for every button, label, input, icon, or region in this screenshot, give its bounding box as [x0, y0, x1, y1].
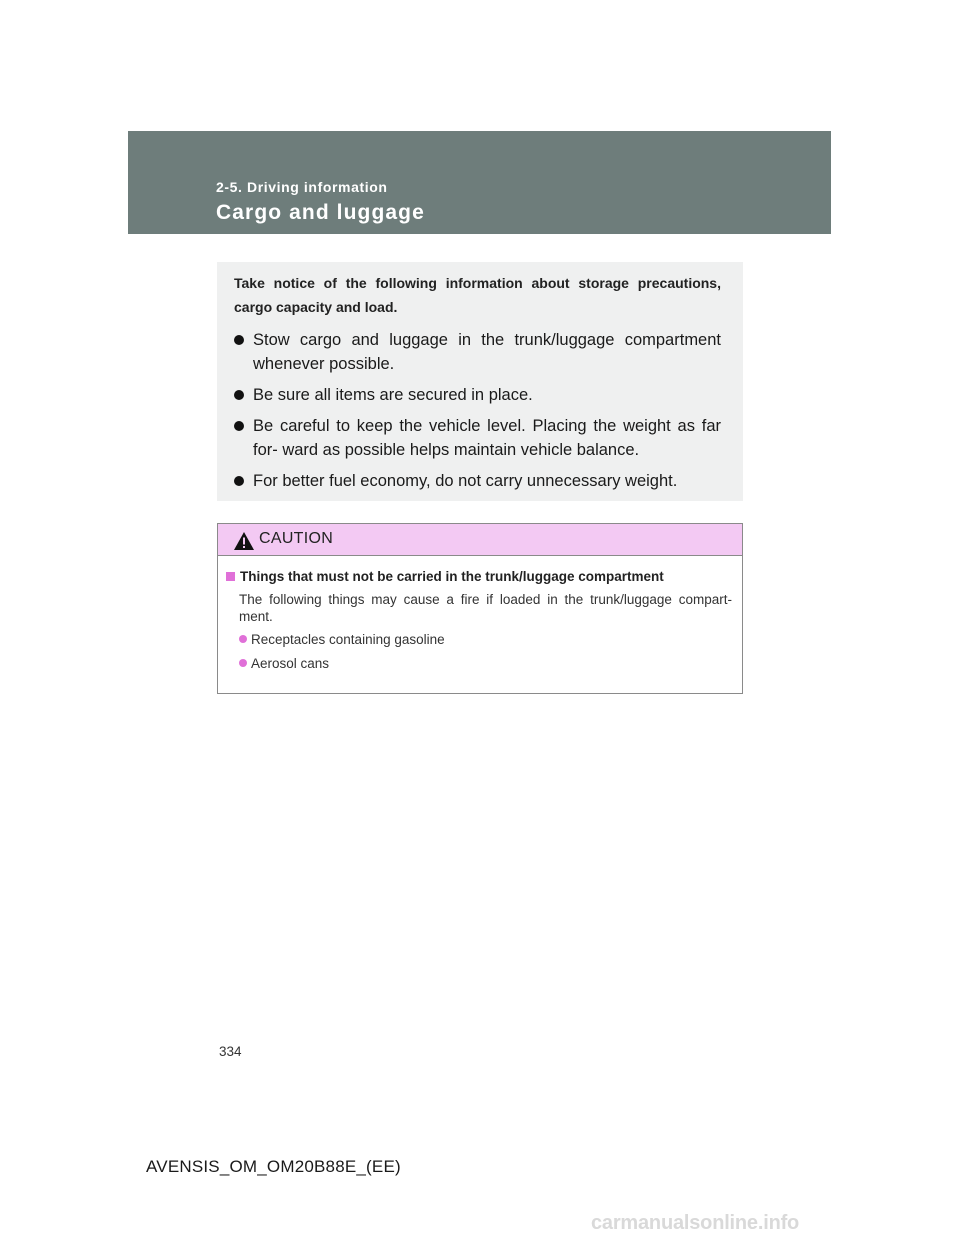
list-item	[239, 655, 732, 672]
bullet-dot-icon	[234, 421, 244, 431]
page-title: Cargo and luggage	[216, 201, 425, 224]
header-band	[128, 131, 831, 234]
list-item	[234, 383, 721, 407]
info-box	[217, 262, 743, 501]
bullet-dot-icon	[234, 390, 244, 400]
caution-header	[218, 524, 742, 556]
bullet-dot-icon	[239, 659, 247, 667]
list-item	[234, 328, 721, 376]
caution-label: CAUTION	[259, 530, 334, 547]
caution-item-title	[226, 568, 732, 585]
caution-text: The following things may cause a fire if loaded in the trunk/luggage compart- ment.	[239, 592, 732, 624]
bullet-dot-icon	[234, 476, 244, 486]
bullet-text: Be careful to keep the vehicle level. Placing the weight as far for- ward as possible helps maintain vehicle balance.	[253, 417, 721, 459]
bullet-text: Be sure all items are secured in place.	[253, 386, 533, 404]
caution-list-text: Receptacles containing gasoline	[251, 632, 445, 647]
caution-box	[217, 523, 743, 694]
warning-triangle-icon	[233, 531, 255, 551]
caution-list-text: Aerosol cans	[251, 656, 330, 671]
list-item	[239, 631, 732, 648]
caution-item-title-text: Things that must not be carried in the trunk/luggage compartment	[240, 569, 664, 584]
bullet-dot-icon	[239, 635, 247, 643]
page-number: 334	[219, 1044, 242, 1059]
info-bullet-list	[234, 328, 721, 493]
bullet-dot-icon	[234, 335, 244, 345]
list-item	[234, 414, 721, 462]
list-item	[234, 469, 721, 493]
info-intro: Take notice of the following information about storage precautions, cargo capacity and load.	[234, 275, 721, 315]
watermark: carmanualsonline.info	[591, 1212, 800, 1234]
square-bullet-icon	[226, 572, 235, 581]
document-code: AVENSIS_OM_OM20B88E_(EE)	[146, 1157, 401, 1176]
bullet-text: Stow cargo and luggage in the trunk/luggage compartment whenever possible.	[253, 331, 721, 373]
caution-body	[218, 556, 742, 672]
bullet-text: For better fuel economy, do not carry unnecessary weight.	[253, 472, 678, 490]
caution-list	[226, 631, 732, 672]
section-label: 2-5. Driving information	[216, 179, 388, 195]
